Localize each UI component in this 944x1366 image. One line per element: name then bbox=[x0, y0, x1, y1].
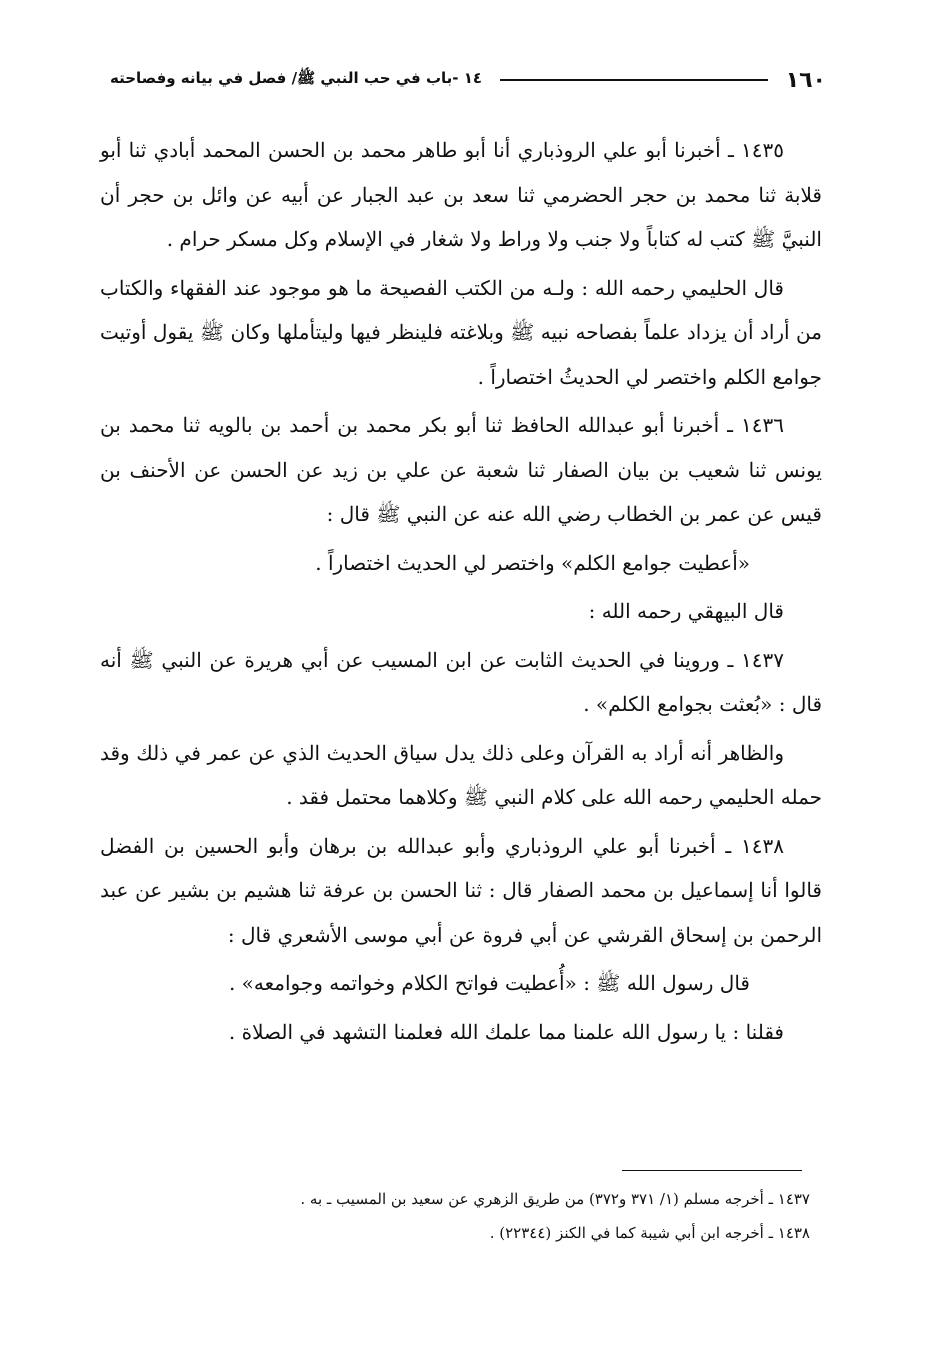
footnote-1438: ١٤٣٨ ـ أخرجه ابن أبي شيبة كما في الكنز (٢٢٣٤٤) . bbox=[489, 1224, 810, 1242]
hadith-1438-continuation: فقلنا : يا رسول الله علمنا مما علمك الله فعلمنا التشهد في الصلاة . bbox=[228, 1019, 784, 1044]
hadith-1435: ١٤٣٥ ـ أخبرنا أبو علي الروذباري أنا أبو طاهر محمد بن الحسن المحمد أبادي ثنا أبو قلابة ثنا محمد بن حجر الحضرمي ثنا سعد بن عبد الجبار عن أبيه عن وائل بن حجر أن النبيَّ ﷺ كتب له كتاباً ولا جنب ولا وراط ولا شغار في الإسلام وكل مسكر حرام . bbox=[100, 138, 822, 251]
hadith-1438-matn: قال رسول الله ﷺ : «أُعطيت فواتح الكلام وخواتمه وجوامعه» . bbox=[228, 971, 750, 995]
page-number: ١٦٠ bbox=[785, 67, 826, 93]
commentary-halimi: قال الحليمي رحمه الله : ولـه من الكتب الفصيحة ما هو موجود عند الفقهاء والكتاب من أراد أن يزداد علماً بفصاحه نبيه ﷺ وبلاغته فلينظر فيها وليتأملها وكان ﷺ يقول أوتيت جوامع الكلم واختصر لي الحديثُ اختصاراً . bbox=[100, 275, 822, 389]
footnotes bbox=[160, 1182, 810, 1250]
body-text bbox=[100, 128, 822, 1054]
running-header bbox=[110, 62, 826, 98]
hadith-1438: ١٤٣٨ ـ أخبرنا أبو علي الروذباري وأبو عبدالله بن برهان وأبو الحسين بن الفضل قالوا أنا إسماعيل بن محمد الصفار قال : ثنا الحسن بن عرفة ثنا هشيم بن بشير عن عبد الرحمن بن إسحاق القرشي عن أبي فروة عن أبي موسى الأشعري قال : bbox=[100, 833, 822, 947]
footnote-1437: ١٤٣٧ ـ أخرجه مسلم (١/ ٣٧١ و٣٧٢) من طريق الزهري عن سعيد بن المسيب ـ به . bbox=[300, 1190, 810, 1208]
commentary-zahir: والظاهر أنه أراد به القرآن وعلى ذلك يدل سياق الحديث الذي عن عمر في ذلك وقد حمله الحليمي رحمه الله على كلام النبي ﷺ وكلاهما محتمل فقد . bbox=[100, 740, 822, 809]
bayhaqi-remark: قال البيهقي رحمه الله : bbox=[588, 599, 784, 623]
hadith-1436-matn: «أعطيت جوامع الكلم» واختصر لي الحديث اختصاراً . bbox=[315, 550, 750, 575]
footnote-rule bbox=[622, 1170, 802, 1171]
hadith-1437: ١٤٣٧ ـ وروينا في الحديث الثابت عن ابن المسيب عن أبي هريرة عن النبي ﷺ أنه قال : «بُعثت بجوامع الكلم» . bbox=[100, 647, 822, 716]
header-rule bbox=[500, 79, 768, 81]
hadith-1436: ١٤٣٦ ـ أخبرنا أبو عبدالله الحافظ ثنا أبو بكر محمد بن أحمد بن بالويه ثنا محمد بن يونس ثنا شعيب بن بيان الصفار ثنا شعبة عن علي بن زيد عن الحسن عن الأحنف بن قيس عن عمر بن الخطاب رضي الله عنه عن النبي ﷺ قال : bbox=[100, 413, 822, 526]
running-title: ١٤ -باب في حب النبي ﷺ/ فصل في بيانه وفصاحته bbox=[110, 69, 483, 87]
